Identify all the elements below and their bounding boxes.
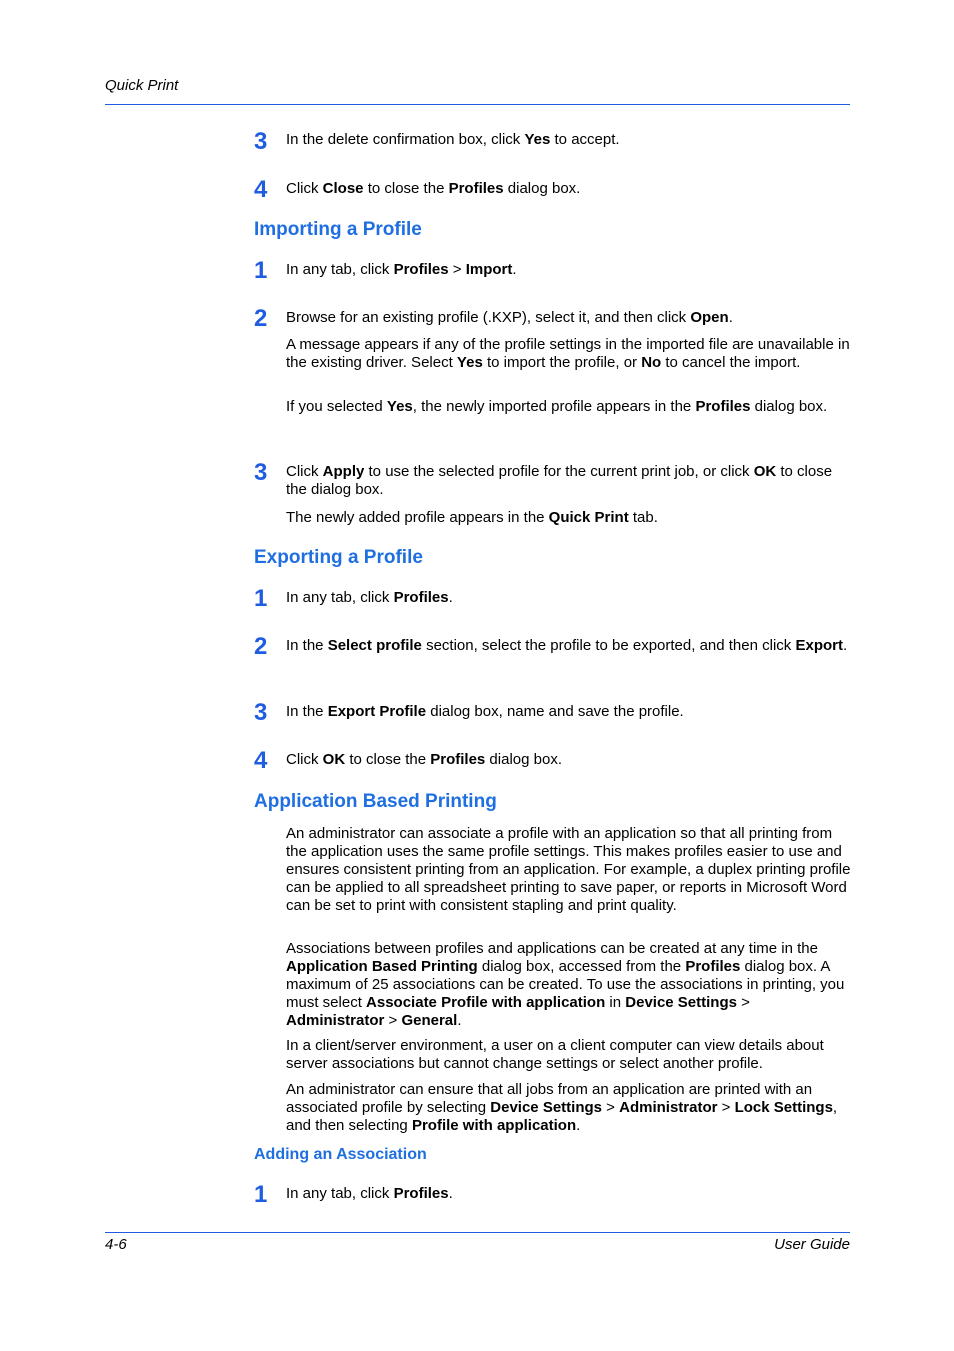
step-text: Click Apply to use the selected profile for the current print job, or click OK to close the dialog box. — [286, 463, 833, 498]
paragraph: If you selected Yes, the newly imported profile appears in the Profiles dialog box. — [286, 398, 828, 415]
step-text: Click OK to close the Profiles dialog box. — [286, 751, 562, 768]
footer-rule — [105, 1232, 850, 1233]
step-number: 4 — [254, 747, 268, 774]
step-number: 3 — [254, 699, 268, 726]
step-number: 3 — [254, 459, 268, 486]
step-text: Click Close to close the Profiles dialog box. — [286, 180, 581, 197]
step-text: In the Select profile section, select the profile to be exported, and then click Export. — [286, 637, 848, 654]
step-number: 2 — [254, 305, 268, 332]
paragraph: A message appears if any of the profile settings in the imported file are unavailable in the existing driver. Select Yes to import the profile, or No to cancel the import. — [286, 336, 850, 371]
section-heading-application-based-printing: Application Based Printing — [254, 791, 497, 812]
section-heading-importing: Importing a Profile — [254, 219, 422, 240]
paragraph: The newly added profile appears in the Quick Print tab. — [286, 509, 658, 526]
step-text: In any tab, click Profiles. — [286, 1185, 453, 1202]
document-title: User Guide — [774, 1236, 850, 1253]
step-number: 1 — [254, 1181, 268, 1208]
header-rule — [105, 104, 850, 105]
step-number: 1 — [254, 257, 268, 284]
section-heading-exporting: Exporting a Profile — [254, 547, 423, 568]
step-text: In the Export Profile dialog box, name and save the profile. — [286, 703, 684, 720]
paragraph: An administrator can ensure that all jobs from an application are printed with an associated profile by selecting Device Settings > Administrator > Lock Settings, and then selecting Profile with application. — [286, 1081, 838, 1134]
step-text: In the delete confirmation box, click Yes to accept. — [286, 131, 620, 148]
paragraph: An administrator can associate a profile with an application so that all printing from the application uses the same profile settings. This makes profiles easier to use and ensures consistent printing from an application. For example, a duplex printing profile can be applied to all spreadsheet printing to save paper, or reports in Microsoft Word can be set to print with consistent stapling and print quality. — [286, 825, 851, 914]
page-number: 4-6 — [105, 1236, 127, 1253]
step-text: In any tab, click Profiles > Import. — [286, 261, 517, 278]
running-header: Quick Print — [105, 77, 179, 94]
step-number: 2 — [254, 633, 268, 660]
paragraph: Associations between profiles and applications can be created at any time in the Application Based Printing dialog box, accessed from the Profiles dialog box. A maximum of 25 associations can be created. To use the associations in printing, you must select Associate Profile with application in Device Settings > Administrator > General. — [286, 940, 845, 1029]
subsection-heading-adding-association: Adding an Association — [254, 1146, 427, 1163]
paragraph: In a client/server environment, a user on a client computer can view details about server associations but cannot change settings or select another profile. — [286, 1037, 824, 1072]
step-number: 1 — [254, 585, 268, 612]
step-text: Browse for an existing profile (.KXP), select it, and then click Open. — [286, 309, 733, 326]
step-text: In any tab, click Profiles. — [286, 589, 453, 606]
step-number: 4 — [254, 176, 268, 203]
step-number: 3 — [254, 128, 268, 155]
